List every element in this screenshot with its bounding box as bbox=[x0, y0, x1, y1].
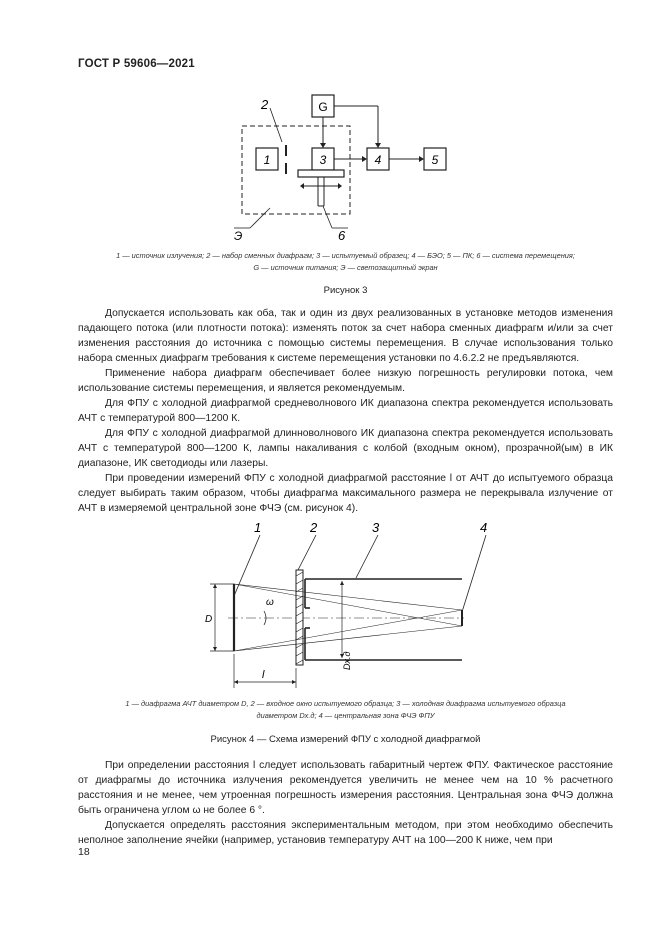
paragraph: Для ФПУ с холодной диафрагмой средневолнового ИК диапазона спектра рекомендуется использовать АЧТ с температурой 800—1200 К. bbox=[78, 398, 613, 424]
shield-label: Э bbox=[234, 229, 243, 243]
pc-label: 5 bbox=[431, 153, 439, 167]
power-label: G bbox=[318, 100, 328, 114]
body-text-1 bbox=[78, 306, 613, 516]
body-text-2 bbox=[78, 758, 613, 848]
figure-4-legend-line-1: 1 — диафрагма АЧТ диаметром D, 2 — входное окно испытуемого образца; 3 — холодная диафрагма испытуемого образца bbox=[125, 699, 566, 708]
page-number: 18 bbox=[78, 846, 90, 858]
cold-diaphragm-label: 3 bbox=[372, 520, 380, 535]
beo-label: 4 bbox=[374, 153, 382, 167]
central-zone-label: 4 bbox=[480, 520, 488, 535]
diameter-label: D bbox=[205, 614, 213, 625]
mover-platform bbox=[298, 170, 344, 177]
figure-3-legend-line-2: G — источник питания; Э — светозащитный экран bbox=[253, 263, 438, 272]
paragraph: При проведении измерений ФПУ с холодной диафрагмой расстояние l от АЧТ до испытуемого образца следует выбирать таким образом, чтобы диафрагма максимального размера не перекрывала излучение от АЧТ в измеряемой центральной зоне ФЧЭ (см. рисунок 4). bbox=[78, 473, 613, 514]
sample-label: 3 bbox=[319, 153, 327, 167]
standard-header: ГОСТ Р 59606—2021 bbox=[78, 58, 195, 70]
mover-label: 6 bbox=[338, 228, 346, 243]
paragraph: Допускается использовать как оба, так и один из двух реализованных в установке методов изменения падающего потока (или плотности потока): изменять поток за счет набора сменных диафрагм и/или за счет изменения расстояния до источника с помощью системы перемещения. В случае использования только набора сменных диафрагм требования к системе перемещения установки по 4.6.2.2 не предъявляются. bbox=[78, 308, 613, 364]
entrance-window bbox=[296, 570, 303, 665]
figure-3-title: Рисунок 3 bbox=[323, 285, 368, 296]
figure-3-diagram bbox=[220, 90, 460, 245]
paragraph: Допускается определять расстояния экспериментальным методом, при этом необходимо обеспечить неполное заполнение ячейки (например, установив температуру АЧТ на 100—200 К ниже, чем при bbox=[78, 820, 613, 846]
paragraph: Для ФПУ с холодной диафрагмой длинноволнового ИК диапазона спектра рекомендуется использовать АЧТ с температурой 800—1200 К, лампы накаливания с колбой (входным окном), прозрачной(ым) в ИК диапазоне, ИК светодиоды или лазеры. bbox=[78, 428, 613, 469]
figure-4-legend bbox=[78, 698, 613, 722]
blackbody-label: 1 bbox=[254, 520, 262, 535]
figure-4-title: Рисунок 4 — Схема измерений ФПУ с холодной диафрагмой bbox=[210, 734, 481, 745]
figure-4-legend-line-2: диаметром Dх.д; 4 — центральная зона ФЧЭ ФПУ bbox=[256, 711, 435, 720]
figure-3-legend bbox=[78, 250, 613, 274]
window-label: 2 bbox=[310, 520, 318, 535]
diaphragm-diameter-label: Dх.д bbox=[342, 651, 352, 670]
distance-label: l bbox=[262, 669, 265, 681]
figure-3-legend-line-1: 1 — источник излучения; 2 — набор сменных диафрагм; 3 — испытуемый образец; 4 — БЭО; 5 — ПК; 6 — система перемещения; bbox=[116, 251, 575, 260]
figure-4-diagram bbox=[190, 518, 500, 690]
paragraph: Применение набора диафрагм обеспечивает более низкую погрешность регулировки потока, чем использование системы перемещения, и является рекомендуемым. bbox=[78, 368, 613, 394]
source-label: 1 bbox=[263, 153, 271, 167]
paragraph: При определении расстояния l следует использовать габаритный чертеж ФПУ. Фактическое расстояние от диафрагмы до источника излучения рекомендуется увеличить не менее чем на 10 % расчетного расстояния и не менее, чем утроенная погрешность измерения расстояния. Центральная зона ФЧЭ должна быть ограничена углом ω не более 6 °. bbox=[78, 760, 613, 816]
angle-label: ω bbox=[266, 597, 274, 608]
diaphragm-set-label: 2 bbox=[261, 97, 269, 112]
